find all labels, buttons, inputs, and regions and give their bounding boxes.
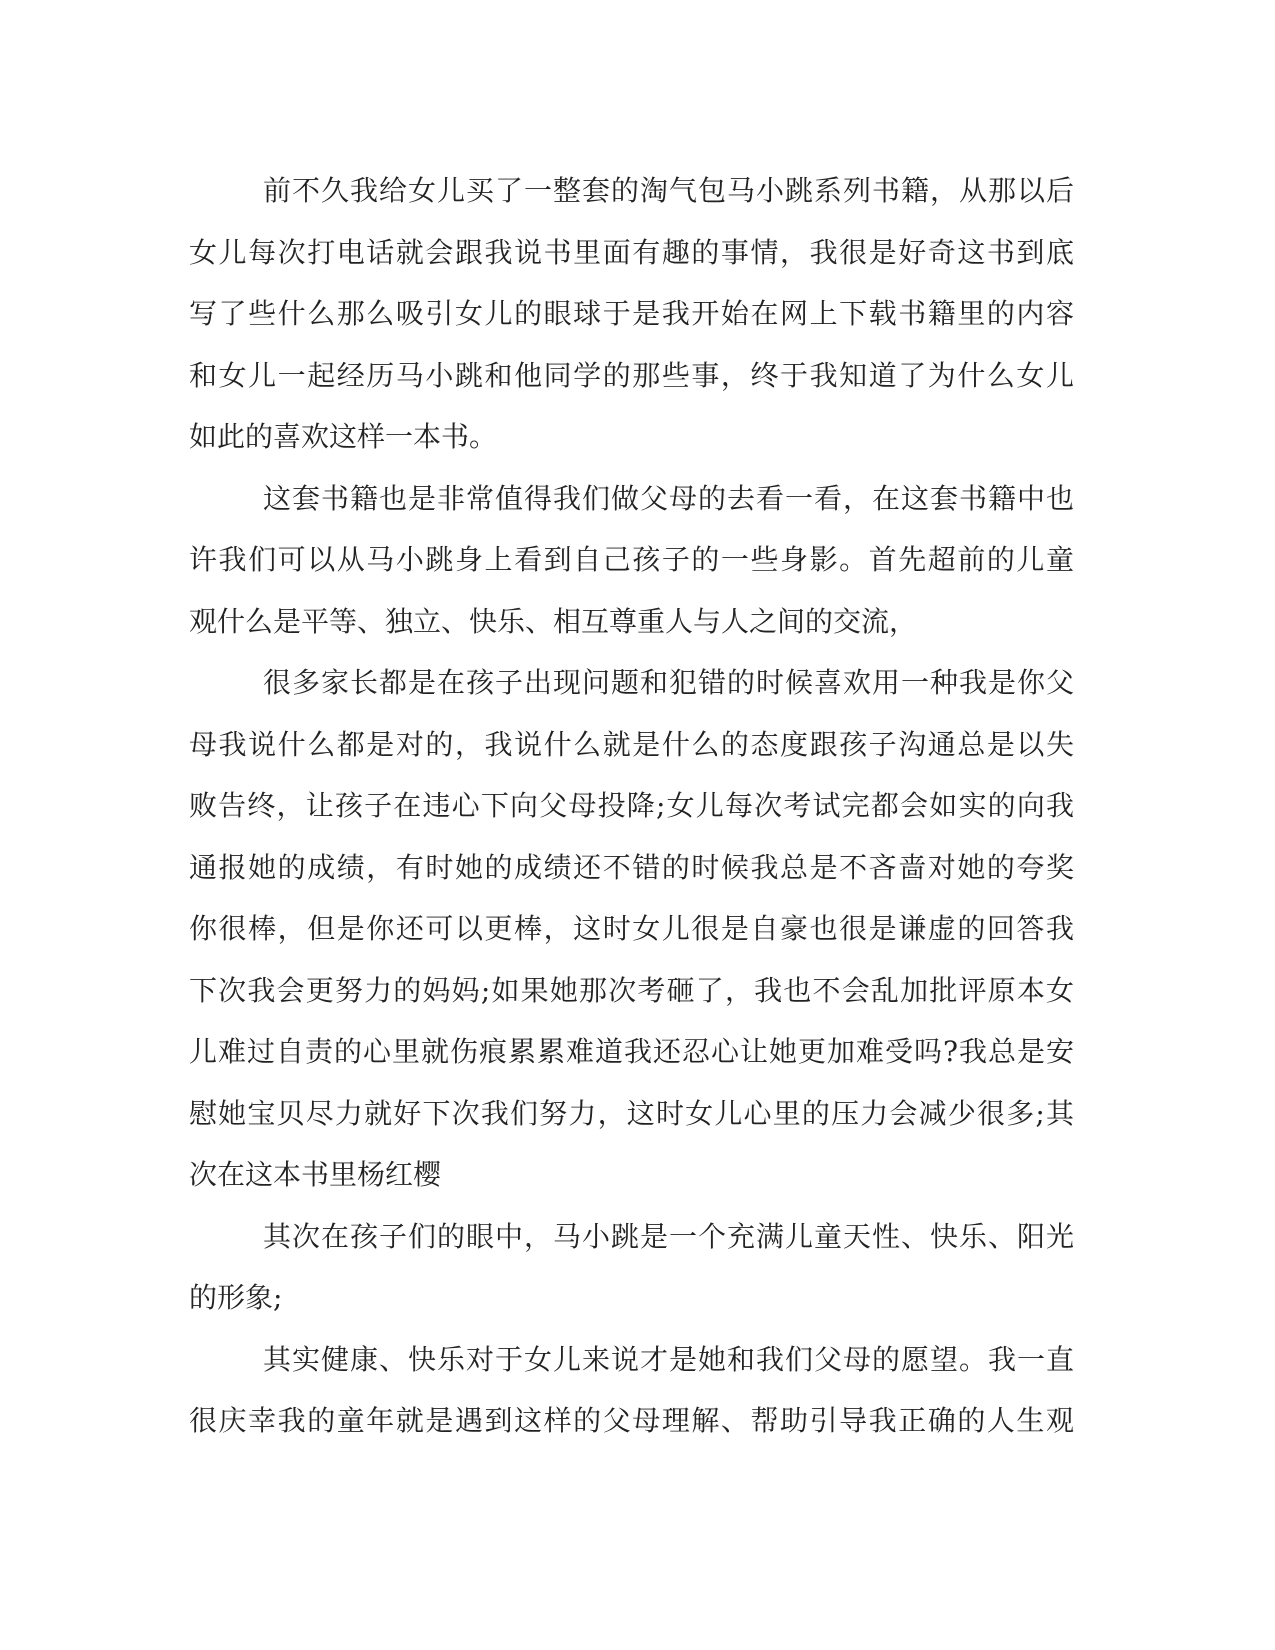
body-text bbox=[189, 160, 1074, 1452]
text-line: 通报她的成绩，有时她的成绩还不错的时候我总是不吝啬对她的夸奖 bbox=[189, 850, 1074, 884]
text-line: 次在这本书里杨红樱 bbox=[189, 1158, 442, 1191]
text-line: 如此的喜欢这样一本书。 bbox=[189, 420, 498, 453]
paragraph-2 bbox=[189, 468, 1074, 653]
text-line: 这套书籍也是非常值得我们做父母的去看一看，在这套书籍中也 bbox=[263, 481, 1074, 515]
text-line: 观什么是平等、独立、快乐、相互尊重人与人之间的交流， bbox=[189, 604, 918, 638]
text-line: 你很棒，但是你还可以更棒，这时女儿很是自豪也很是谦虚的回答我 bbox=[189, 912, 1074, 945]
text-line: 很多家长都是在孩子出现问题和犯错的时候喜欢用一种我是你父 bbox=[263, 666, 1074, 699]
text-line: 下次我会更努力的妈妈;如果她那次考砸了，我也不会乱加批评原本女 bbox=[189, 973, 1074, 1007]
text-line: 儿难过自责的心里就伤痕累累难道我还忍心让她更加难受吗?我总是安 bbox=[189, 1035, 1074, 1068]
text-line: 许我们可以从马小跳身上看到自己孩子的一些身影。首先超前的儿童 bbox=[189, 543, 1074, 576]
text-line: 的形象; bbox=[189, 1281, 283, 1314]
paragraph-3 bbox=[189, 652, 1074, 1206]
text-line: 前不久我给女儿买了一整套的淘气包马小跳系列书籍，从那以后 bbox=[263, 174, 1074, 207]
text-line: 很庆幸我的童年就是遇到这样的父母理解、帮助引导我正确的人生观 bbox=[189, 1404, 1074, 1437]
paragraph-4 bbox=[189, 1206, 1074, 1329]
text-line: 写了些什么那么吸引女儿的眼球于是我开始在网上下载书籍里的内容 bbox=[189, 297, 1074, 330]
text-line: 其次在孩子们的眼中，马小跳是一个充满儿童天性、快乐、阳光 bbox=[263, 1219, 1074, 1253]
paragraph-5 bbox=[189, 1329, 1074, 1452]
text-line: 和女儿一起经历马小跳和他同学的那些事，终于我知道了为什么女儿 bbox=[189, 358, 1074, 392]
text-line: 其实健康、快乐对于女儿来说才是她和我们父母的愿望。我一直 bbox=[263, 1342, 1074, 1376]
paragraph-1 bbox=[189, 160, 1074, 468]
text-line: 女儿每次打电话就会跟我说书里面有趣的事情，我很是好奇这书到底 bbox=[189, 235, 1074, 269]
text-line: 母我说什么都是对的，我说什么就是什么的态度跟孩子沟通总是以失 bbox=[189, 727, 1074, 761]
text-line: 败告终，让孩子在违心下向父母投降;女儿每次考试完都会如实的向我 bbox=[189, 789, 1074, 822]
text-line: 慰她宝贝尽力就好下次我们努力，这时女儿心里的压力会减少很多;其 bbox=[189, 1096, 1074, 1130]
